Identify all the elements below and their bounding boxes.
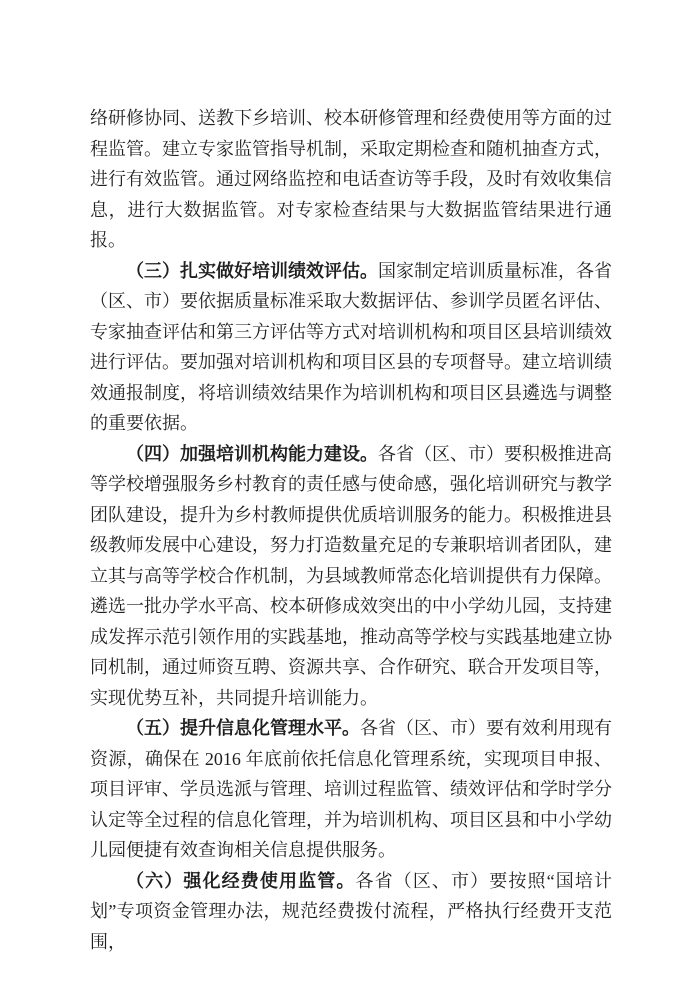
paragraph-section-5	[90, 713, 612, 866]
paragraph-text: 国家制定培训质量标准，各省（区、市）要依据质量标准采取大数据评估、参训学员匿名评估、专家抽查评估和第三方评估等方式对培训机构和项目区县培训绩效进行评估。要加强对培训机构和项目区县的专项督导。建立培训绩效通报制度，将培训绩效结果作为培训机构和项目区县遴选与调整的重要依据。	[90, 260, 612, 433]
paragraph-text: 各省（区、市）要积极推进高等学校增强服务乡村教育的责任感与使命感，强化培训研究与教学团队建设，提升为乡村教师提供优质培训服务的能力。积极推进县级教师发展中心建设，努力打造数量充足的专兼职培训者团队，建立其与高等学校合作机制，为县域教师常态化培训提供有力保障。遴选一批办学水平高、校本研修成效突出的中小学幼儿园，支持建成发挥示范引领作用的实践基地，推动高等学校与实践基地建立协同机制，通过师资互聘、资源共享、合作研究、联合开发项目等，实现优势互补，共同提升培训能力。	[90, 443, 612, 708]
document-body	[90, 103, 612, 957]
paragraph-text: 各省（区、市）要有效利用现有资源，确保在 2016 年底前依托信息化管理系统，实现项目申报、项目评审、学员选派与管理、培训过程监管、绩效评估和学时学分认定等全过程的信息化管理，并为培训机构、项目区县和中小学幼儿园便捷有效查询相关信息提供服务。	[90, 718, 612, 860]
section-3-heading: （三）扎实做好培训绩效评估。	[126, 260, 378, 281]
paragraph-continuation	[90, 103, 612, 256]
section-6-heading: （六）强化经费使用监管。	[126, 870, 356, 891]
section-5-heading: （五）提升信息化管理水平。	[126, 718, 360, 738]
paragraph-text: 各省（区、市）要按照“国培计划”专项资金管理办法，规范经费拨付流程，严格执行经费开支范围，	[90, 870, 613, 952]
paragraph-text: 络研修协同、送教下乡培训、校本研修管理和经费使用等方面的过程监管。建立专家监管指导机制，采取定期检查和随机抽查方式，进行有效监管。通过网络监控和电话查访等手段，及时有效收集信息，进行大数据监管。对专家检查结果与大数据监管结果进行通报。	[90, 108, 612, 250]
paragraph-section-3	[90, 256, 612, 439]
paragraph-section-6	[90, 866, 612, 958]
section-4-heading: （四）加强培训机构能力建设。	[126, 443, 378, 464]
paragraph-section-4	[90, 439, 612, 714]
